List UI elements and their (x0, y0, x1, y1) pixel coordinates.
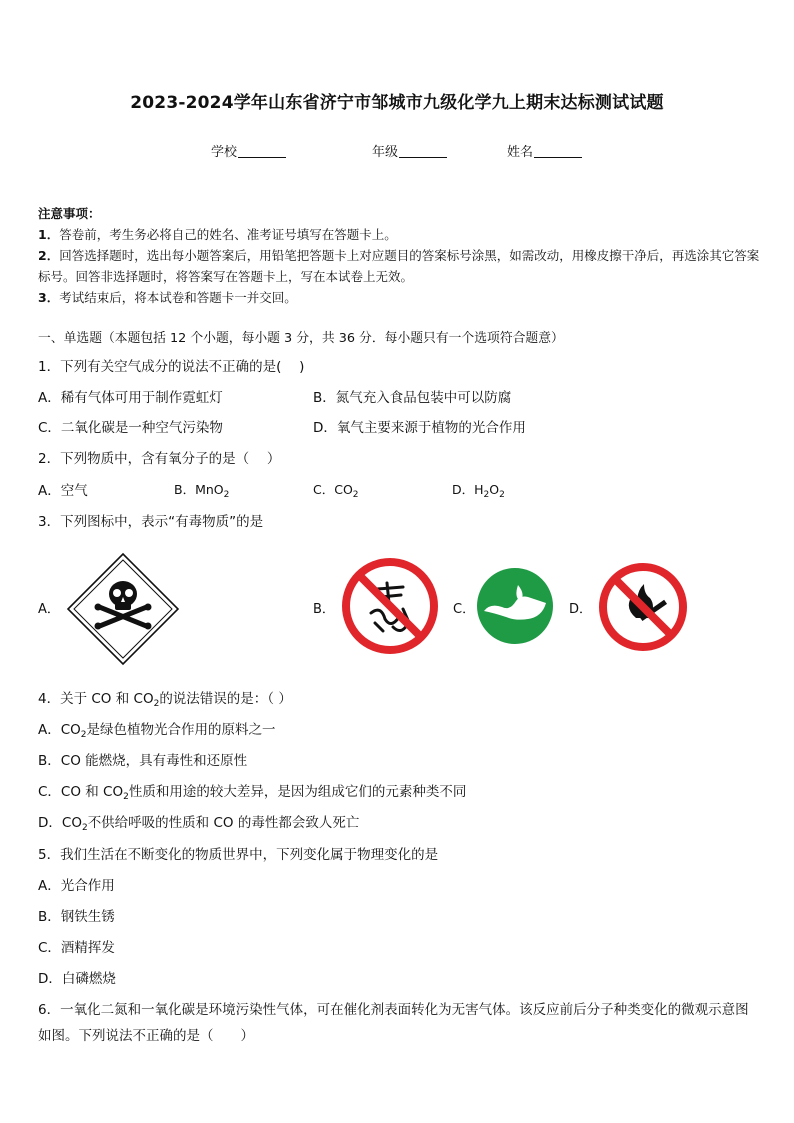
school-blank[interactable] (238, 145, 286, 158)
note-item: 2．回答选择题时，选出每小题答案后，用铅笔把答题卡上对应题目的答案标号涂黑，如需改动，用橡皮擦干净后，再选涂其它答案标号。回答非选择题时，将答案写在答题卡上，写在本试卷上无效。 (38, 248, 760, 284)
name-blank[interactable] (534, 145, 582, 158)
q4-stem: 4．关于 CO 和 $CO_2$的说法错误的是：（ ） (38, 691, 292, 709)
q3-option-a-label[interactable]: A． (38, 602, 60, 617)
q3-option-d-label[interactable]: D． (569, 602, 593, 617)
q2-option-a[interactable]: A．空气 (38, 483, 88, 499)
exam-title: 2023-2024学年山东省济宁市邹城市九级化学九上期末达标测试试题 (130, 93, 664, 113)
q1-option-d[interactable]: D．氧气主要来源于植物的光合作用 (313, 420, 526, 436)
q5-option-d[interactable]: D．白磷燃烧 (38, 971, 116, 987)
q1-option-b[interactable]: B．氮气充入食品包装中可以防腐 (313, 390, 512, 406)
grade-field (372, 141, 447, 160)
q5-option-c[interactable]: C．酒精挥发 (38, 940, 115, 956)
q3-option-c-label[interactable]: C． (453, 602, 476, 617)
q1-option-a[interactable]: A．稀有气体可用于制作霓虹灯 (38, 390, 223, 406)
q5-option-a[interactable]: A．光合作用 (38, 878, 115, 894)
q3-stem: 3．下列图标中，表示“有毒物质”的是 (38, 514, 264, 530)
grade-label: 年级 (372, 145, 399, 160)
q2-stem: 2．下列物质中，含有氧分子的是（ ） (38, 451, 281, 467)
q2-option-c[interactable]: C．$CO_2$ (313, 482, 359, 500)
q2-option-d[interactable]: D．$H_2O_2$ (452, 482, 505, 500)
name-field (507, 141, 582, 160)
q4-option-a[interactable]: A．$CO_2$是绿色植物光合作用的原料之一 (38, 722, 276, 740)
q6-stem: 6．一氧化二氮和一氧化碳是环境污染性气体，可在催化剂表面转化为无害气体。该反应前后分子种类变化的微观示意图如图。下列说法不正确的是（ ） (38, 1002, 749, 1044)
note-item: 1．答卷前，考生务必将自己的姓名、准考证号填写在答题卡上。 (38, 227, 397, 242)
school-field (211, 141, 286, 160)
q1-option-c[interactable]: C．二氧化碳是一种空气污染物 (38, 420, 223, 436)
q4-option-c[interactable]: C．CO 和 $CO_2$性质和用途的较大差异，是因为组成它们的元素种类不同 (38, 784, 467, 802)
q5-stem: 5．我们生活在不断变化的物质世界中，下列变化属于物理变化的是 (38, 847, 439, 863)
q4-option-d[interactable]: D．$CO_2$不供给呼吸的性质和 CO 的毒性都会致人死亡 (38, 815, 360, 833)
q5-option-b[interactable]: B．钢铁生锈 (38, 909, 115, 925)
grade-blank[interactable] (399, 145, 447, 158)
no-littering-icon[interactable] (341, 557, 439, 655)
notes-block (38, 203, 760, 308)
toxic-diamond-icon[interactable] (66, 552, 180, 666)
name-label: 姓名 (507, 145, 534, 160)
q4-option-b[interactable]: B．CO 能燃烧，具有毒性和还原性 (38, 753, 248, 769)
q1-stem: 1．下列有关空气成分的说法不正确的是( ) (38, 359, 305, 375)
note-item: 3．考试结束后，将本试卷和答题卡一并交回。 (38, 290, 297, 305)
water-saving-icon[interactable] (476, 567, 554, 645)
q2-option-b[interactable]: B．MnO$_2$ (174, 482, 230, 500)
notes-heading: 注意事项： (38, 206, 101, 221)
no-open-flame-icon[interactable] (598, 562, 688, 652)
school-label: 学校 (211, 145, 238, 160)
section-title: 一、单选题（本题包括 12 个小题，每小题 3 分，共 36 分．每小题只有一个选项符合题意） (38, 331, 564, 346)
q3-option-b-label[interactable]: B． (313, 602, 335, 617)
